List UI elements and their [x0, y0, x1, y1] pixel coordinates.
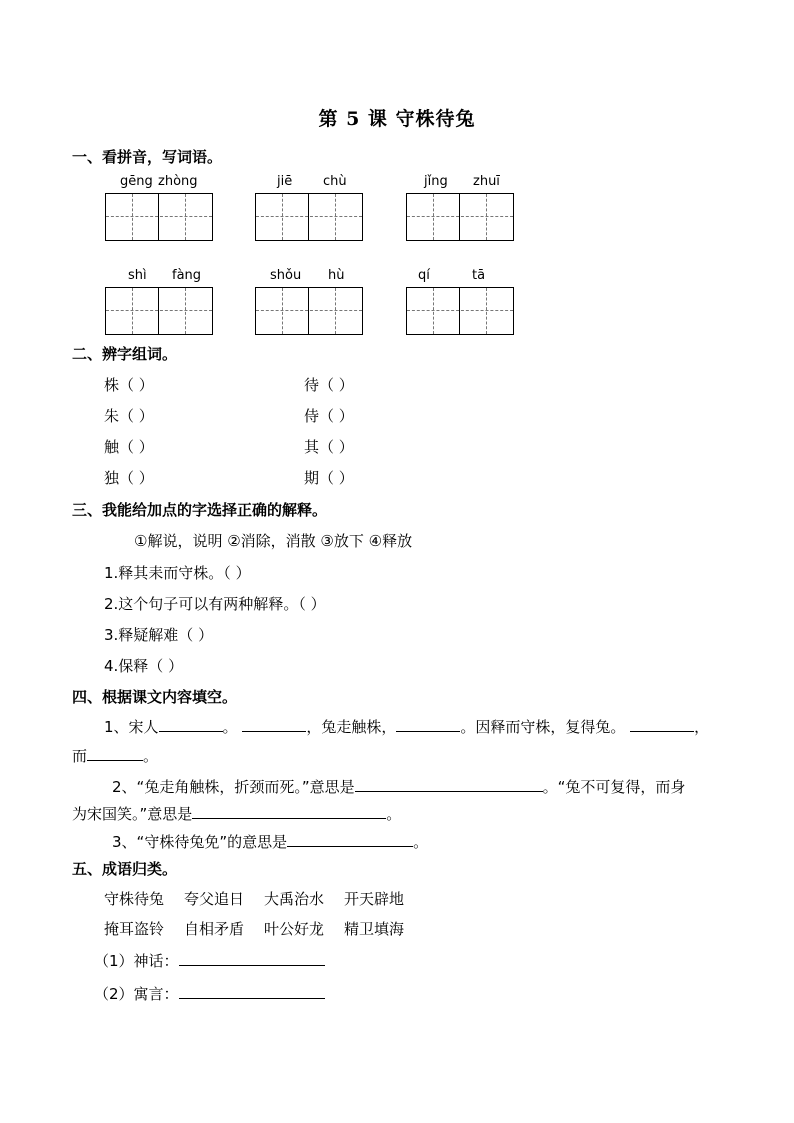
q4-3-text-a: 3、“守株待兔免”的意思是	[112, 833, 288, 851]
idiom-5: 掩耳盗铃	[104, 920, 165, 938]
definition-options: ①解说，说明 ②消除，消散 ③放下 ④释放	[134, 532, 413, 550]
idiom-6: 自相矛盾	[184, 920, 245, 938]
section4-heading: 四、根据课文内容填空。	[72, 688, 238, 706]
section3-heading: 三、我能给加点的字选择正确的解释。	[72, 501, 328, 519]
idiom-3: 大禹治水	[264, 890, 325, 908]
blank-4-1-d[interactable]	[630, 730, 694, 732]
blank-4-2-a[interactable]	[355, 790, 543, 792]
section2-heading: 二、辨字组词。	[72, 345, 178, 363]
word-group-right-2[interactable]: 侍（ ）	[304, 407, 354, 425]
pinyin-1a: gēng	[120, 174, 153, 189]
pinyin-5b: hù	[328, 268, 345, 283]
q4-1-text-b: 。	[222, 718, 238, 736]
writing-box-3[interactable]	[406, 193, 514, 241]
question-4-1-line1	[104, 716, 709, 737]
pinyin-5a: shǒu	[270, 268, 302, 283]
section1-heading: 一、看拼音，写词语。	[72, 148, 223, 166]
q4-3-text-b: 。	[413, 833, 429, 851]
pinyin-6b: tā	[472, 268, 486, 283]
blank-fable[interactable]	[179, 997, 325, 999]
q4-2-text-b: 。“兔不可复得，而身	[542, 778, 686, 796]
question-4-2-line2	[72, 803, 401, 824]
idiom-1: 守株待兔	[104, 890, 165, 908]
pinyin-3a: jǐng	[424, 174, 448, 189]
writing-box-6[interactable]	[406, 287, 514, 335]
category-myth-label: （1）神话：	[94, 952, 179, 970]
idiom-7: 叶公好龙	[264, 920, 325, 938]
category-myth	[94, 950, 325, 971]
blank-4-1-e[interactable]	[87, 759, 143, 761]
question-3-2[interactable]: 2.这个句子可以有两种解释。（ ）	[104, 595, 326, 613]
writing-box-2[interactable]	[255, 193, 363, 241]
question-4-3	[112, 831, 428, 852]
pinyin-4a: shì	[128, 268, 147, 283]
pinyin-1b: zhòng	[158, 174, 198, 189]
idiom-8: 精卫填海	[344, 920, 405, 938]
question-3-3[interactable]: 3.释疑解难（ ）	[104, 626, 214, 644]
category-fable	[94, 983, 325, 1004]
q4-1-text-f: 而	[72, 747, 88, 765]
q4-2-text-c: 为宋国笑。”意思是	[72, 805, 193, 823]
question-3-4[interactable]: 4.保释（ ）	[104, 657, 184, 675]
blank-4-1-b[interactable]	[242, 730, 306, 732]
question-4-2-line1	[112, 776, 685, 797]
word-group-left-2[interactable]: 朱（ ）	[104, 407, 154, 425]
pinyin-4b: fàng	[172, 268, 202, 283]
question-3-1[interactable]: 1.释其耒而守株。（ ）	[104, 564, 251, 582]
q4-2-text-d: 。	[386, 805, 402, 823]
page-title: 第 5 课 守株待兔	[318, 108, 476, 130]
blank-4-3[interactable]	[287, 845, 413, 847]
pinyin-2a: jiē	[277, 174, 293, 189]
blank-4-1-c[interactable]	[396, 730, 460, 732]
q4-1-text-g: 。	[143, 747, 159, 765]
question-4-1-line2	[72, 745, 158, 766]
word-group-right-1[interactable]: 待（ ）	[304, 376, 354, 394]
blank-4-2-b[interactable]	[192, 817, 386, 819]
writing-box-4[interactable]	[105, 287, 213, 335]
q4-1-text-e: ，	[694, 718, 710, 736]
category-fable-label: （2）寓言：	[94, 985, 179, 1003]
pinyin-2b: chù	[323, 174, 347, 189]
word-group-left-3[interactable]: 触（ ）	[104, 438, 154, 456]
section5-heading: 五、成语归类。	[72, 860, 178, 878]
q4-1-text-d: 。因释而守株，复得兔。	[460, 718, 626, 736]
writing-box-5[interactable]	[255, 287, 363, 335]
writing-box-1[interactable]	[105, 193, 213, 241]
q4-1-text-a: 1、宋人	[104, 718, 159, 736]
blank-myth[interactable]	[179, 964, 325, 966]
idiom-4: 开天辟地	[344, 890, 405, 908]
idiom-2: 夸父追日	[184, 890, 245, 908]
word-group-left-4[interactable]: 独（ ）	[104, 469, 154, 487]
pinyin-6a: qí	[418, 268, 430, 283]
q4-1-text-c: ，兔走触株，	[306, 718, 397, 736]
word-group-right-4[interactable]: 期（ ）	[304, 469, 354, 487]
q4-2-text-a: 2、“兔走角触株，折颈而死。”意思是	[112, 778, 355, 796]
word-group-left-1[interactable]: 株（ ）	[104, 376, 154, 394]
word-group-right-3[interactable]: 其（ ）	[304, 438, 354, 456]
blank-4-1-a[interactable]	[159, 730, 223, 732]
pinyin-3b: zhuī	[473, 174, 500, 189]
